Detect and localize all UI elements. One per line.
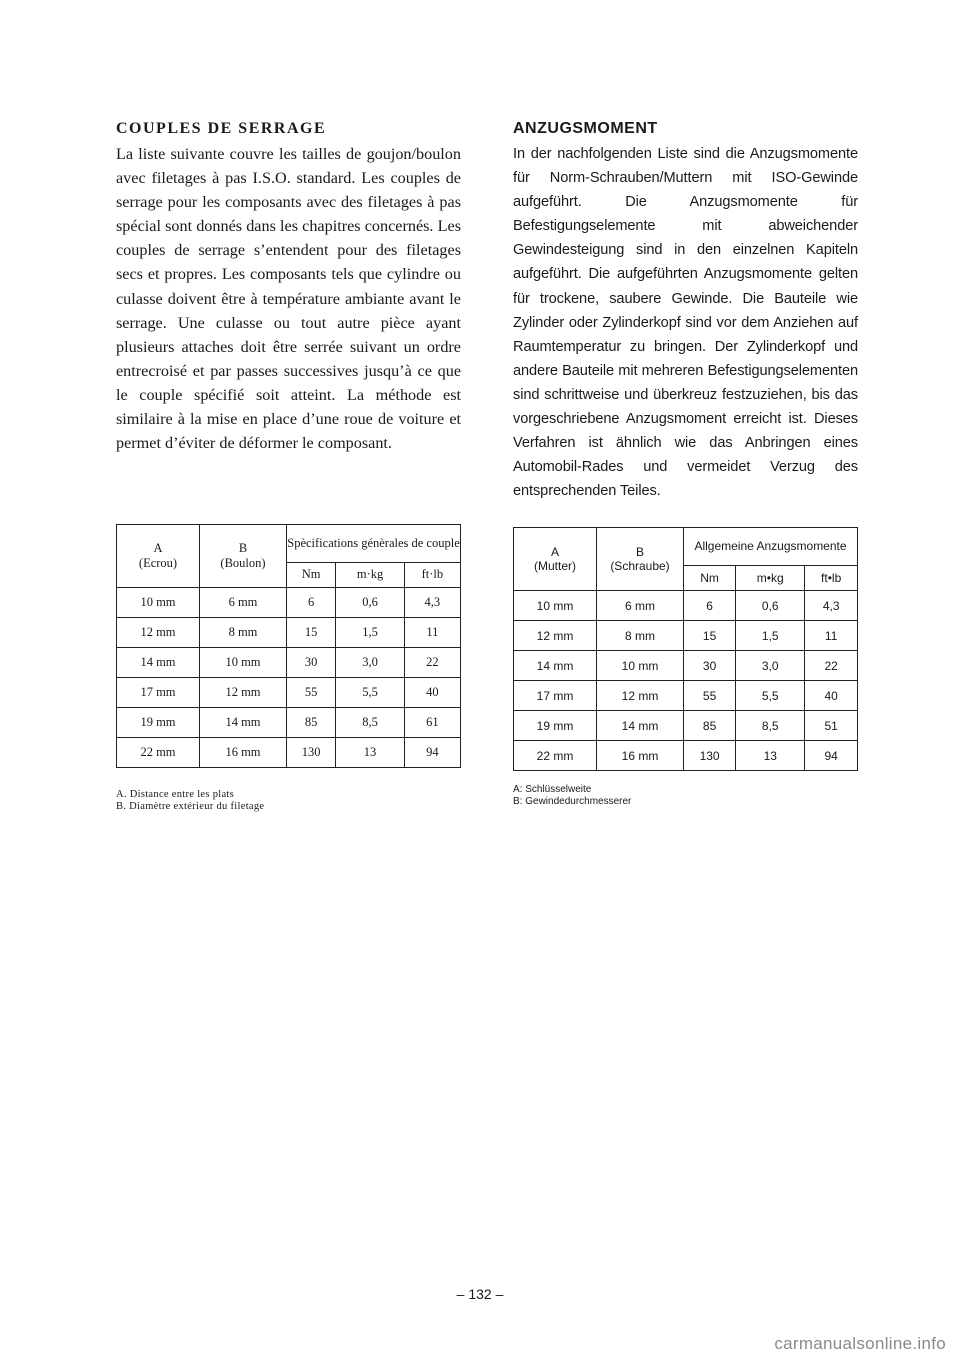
- table-row: 10 mm 6 mm 6 0,6 4,3: [514, 591, 858, 621]
- german-col-b-header: B (Schraube): [597, 528, 684, 591]
- table-row: 19 mm 14 mm 85 8,5 61: [117, 708, 461, 738]
- german-col-a-header: A (Mutter): [514, 528, 597, 591]
- french-col-b-header: B (Boulon): [200, 525, 287, 588]
- german-body: In der nachfolgenden Liste sind die Anzugsmomente für Norm-Schrauben/Muttern mit ISO-Gewinde aufgeführt. Die Anzugsmomente für Befestigungselemente mit abweichender Gewindesteigung sind in den einzelnen Kapiteln aufgeführt. Die aufgeführten Anzugsmomente gelten für trockene, saubere Gewinde. Die Bauteile wie Zylinder oder Zylinderkopf sind vor dem Anziehen auf Raumtemperatur zu bringen. Der Zylinderkopf und andere Bauteile mit mehreren Befestigungselementen sind schrittweise und überkreuz festzuziehen, bis das vorgeschriebene Anzugsmoment erreicht ist. Dieses Verfahren ist ähnlich wie das Anbringen eines Automobil-Rades und vermeidet Verzug des entsprechenden Teiles.: [513, 146, 858, 500]
- table-row: 22 mm 16 mm 130 13 94: [514, 741, 858, 771]
- table-row: 12 mm 8 mm 15 1,5 11: [117, 618, 461, 648]
- french-section: [116, 120, 461, 455]
- french-note-a: A. Distance entre les plats: [116, 789, 235, 800]
- german-spec-header: Allgemeine Anzugsmomente: [684, 528, 858, 566]
- table-row: 14 mm 10 mm 30 3,0 22: [117, 648, 461, 678]
- german-unit-nm: Nm: [684, 565, 736, 590]
- table-row: 19 mm 14 mm 85 8,5 51: [514, 711, 858, 741]
- table-row: 12 mm 8 mm 15 1,5 11: [514, 621, 858, 651]
- french-unit-nm: Nm: [287, 562, 336, 587]
- german-note-a: A: Schlüsselweite: [513, 784, 592, 795]
- watermark-text: carmanualsonline.info: [774, 1334, 946, 1353]
- french-unit-mkg: m·kg: [336, 562, 404, 587]
- french-unit-ftlb: ft·lb: [404, 562, 460, 587]
- table-row: 22 mm 16 mm 130 13 94: [117, 738, 461, 768]
- german-title: ANZUGSMOMENT: [513, 120, 658, 137]
- german-note-b: B: Gewindedurchmesserer: [513, 796, 632, 807]
- french-torque-table: [116, 524, 461, 768]
- french-title: COUPLES DE SERRAGE: [116, 120, 327, 137]
- french-body: La liste suivante couvre les tailles de goujon/boulon avec filetages à pas I.S.O. standard. Les couples de serrage pour les composants avec des filetages à pas spécial sont donnés dans les chapitres concernés. Les couples de serrage s’entendent pour des filetages secs et propres. Les composants tels que cylindre ou culasse doivent être à température ambiante avant le serrage. Une culasse ou tout autre pièce ayant plusieurs attaches doit être serrée suivant un ordre entrecroisé et par passes successives jusqu’à ce que le couple spécifié soit atteint. La méthode est similaire à la mise en place d’une roue de voiture et permet d’éviter de déformer le composant.: [116, 145, 461, 453]
- table-row: 14 mm 10 mm 30 3,0 22: [514, 651, 858, 681]
- table-row: 10 mm 6 mm 6 0,6 4,3: [117, 588, 461, 618]
- german-section: [513, 120, 858, 503]
- german-unit-ftlb: ft•lb: [805, 565, 858, 590]
- german-table-notes: [513, 784, 631, 808]
- french-note-b: B. Diamètre extérieur du filetage: [116, 801, 265, 812]
- german-unit-mkg: m•kg: [736, 565, 805, 590]
- french-col-a-header: A (Ecrou): [117, 525, 200, 588]
- german-torque-table: [513, 527, 858, 771]
- table-row: 17 mm 12 mm 55 5,5 40: [117, 678, 461, 708]
- french-spec-header: Spècifications génèrales de couple: [287, 525, 461, 563]
- page-number: – 132 –: [456, 1286, 504, 1302]
- french-table-notes: [116, 789, 264, 813]
- table-row: 17 mm 12 mm 55 5,5 40: [514, 681, 858, 711]
